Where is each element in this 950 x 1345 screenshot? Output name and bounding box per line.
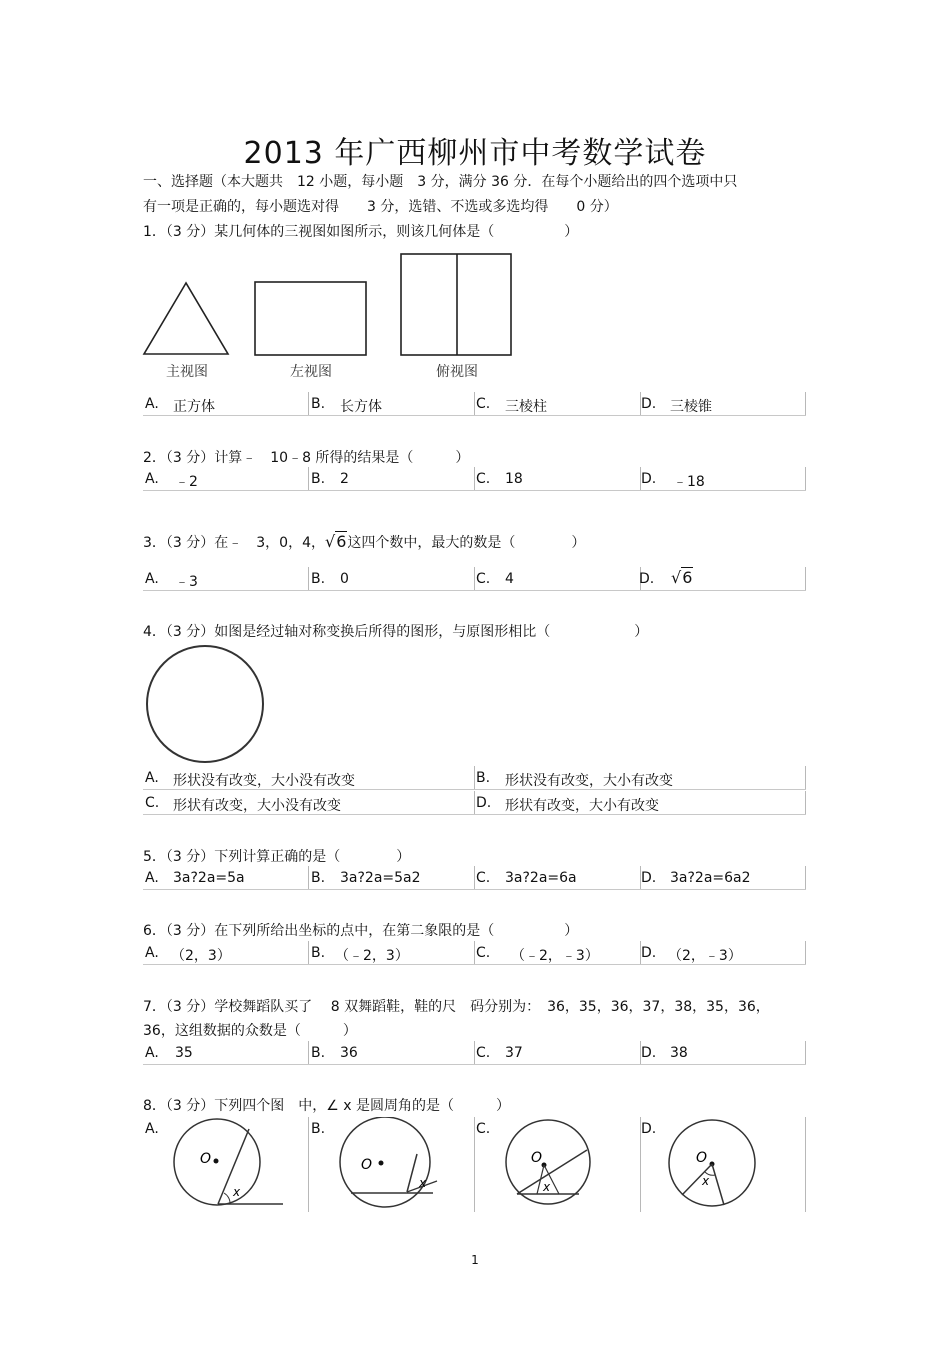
sqrt-symbol: √6 [325, 532, 347, 551]
angle-label-x: x [233, 1185, 241, 1199]
question-6-options [143, 941, 806, 965]
option-label: A. [145, 471, 159, 487]
option-label: B. [311, 1121, 326, 1137]
question-4-options-row2 [143, 791, 806, 815]
option-label: C. [476, 1121, 491, 1137]
side-view-label: 左视图 [290, 364, 332, 380]
question-1-options [143, 392, 806, 416]
option-text: 18 [505, 471, 523, 487]
option-text: 38 [670, 1045, 688, 1061]
figure-d [668, 1117, 788, 1209]
option-b[interactable] [309, 392, 475, 416]
front-view-triangle [144, 283, 228, 354]
option-label: D. [476, 795, 492, 811]
option-text: 形状有改变，大小没有改变 [173, 798, 341, 814]
question-7-stem-line1: 7．（3 分）学校舞蹈队买了 8 双舞蹈鞋，鞋的尺 码分别为： 36，35，36，37，38，35，36， [143, 999, 770, 1015]
question-5-stem: 5．（3 分）下列计算正确的是（ ） [143, 849, 411, 865]
option-c[interactable] [475, 392, 641, 416]
option-text: ﹣3 [175, 574, 198, 590]
option-text: 36 [340, 1045, 358, 1061]
question-2-stem: 2．（3 分）计算﹣ 10﹣8 所得的结果是（ ） [143, 450, 470, 466]
option-text: 3a?2a=6a2 [670, 870, 751, 886]
radicand: 6 [336, 532, 347, 551]
option-text: 37 [505, 1045, 523, 1061]
option-text: 2 [340, 471, 349, 487]
option-label: B. [311, 1045, 326, 1061]
option-label: A. [145, 945, 159, 961]
option-label: D. [641, 1045, 657, 1061]
option-label: C. [476, 1045, 491, 1061]
option-a[interactable] [143, 1041, 309, 1065]
top-view-rectangle [401, 254, 511, 355]
option-label: D. [641, 870, 657, 886]
option-text: 长方体 [340, 399, 382, 415]
angle-label-x: x [543, 1180, 551, 1194]
option-label: B. [311, 870, 326, 886]
figure-b [337, 1117, 457, 1209]
option-text: 3a?2a=6a [505, 870, 577, 886]
option-d[interactable] [641, 392, 806, 416]
question-7-stem-line2: 36，这组数据的众数是（ ） [143, 1023, 357, 1039]
option-text: 3a?2a=5a2 [340, 870, 421, 886]
option-label: D. [641, 945, 657, 961]
question-4-figure [143, 642, 268, 767]
option-a[interactable] [143, 567, 309, 591]
option-label: C. [476, 571, 491, 587]
center-label-o: O [361, 1157, 373, 1173]
page-number: 1 [471, 1253, 479, 1267]
option-label: A. [145, 870, 159, 886]
option-c[interactable] [475, 1041, 641, 1065]
option-label: C. [476, 945, 491, 961]
center-label-o: O [696, 1150, 708, 1166]
side-view-rectangle [255, 282, 366, 355]
front-view-label: 主视图 [166, 364, 208, 380]
option-a[interactable] [143, 467, 309, 491]
question-1-stem: 1．（3 分）某几何体的三视图如图所示，则该几何体是（ ） [143, 224, 579, 240]
option-text: ﹣2 [175, 474, 198, 490]
section-header-line1: 一、选择题（本大题共 12 小题，每小题 3 分，满分 36 分．在每个小题给出的四个选项中只 [143, 174, 738, 190]
option-text: 0 [340, 571, 349, 587]
option-text: 三棱柱 [505, 399, 547, 415]
page-title: 2013 年广西柳州市中考数学试卷 [243, 136, 707, 171]
option-label: D. [641, 396, 657, 412]
option-text: ﹣18 [673, 474, 705, 490]
option-text: （﹣2，3） [335, 948, 409, 964]
option-text: （﹣2，﹣3） [511, 948, 599, 964]
option-label: A. [145, 571, 159, 587]
option-text: （2，﹣3） [668, 948, 742, 964]
question-3-options [143, 567, 806, 591]
option-label: D. [639, 571, 655, 587]
option-label: B. [476, 770, 491, 786]
question-3-stem-post: 这四个数中，最大的数是（ ） [347, 535, 586, 551]
option-text: 35 [175, 1045, 193, 1061]
question-5-options [143, 866, 806, 890]
question-7-options [143, 1041, 806, 1065]
option-b[interactable] [309, 567, 475, 591]
angle-label-x: x [702, 1174, 710, 1188]
circle-shape [147, 646, 263, 762]
option-label: C. [476, 396, 491, 412]
option-c[interactable] [475, 567, 641, 591]
option-text: 形状没有改变，大小没有改变 [173, 773, 355, 789]
option-label: B. [311, 396, 326, 412]
option-label: C. [476, 870, 491, 886]
center-label-o: O [200, 1151, 212, 1167]
figure-c [503, 1117, 623, 1209]
option-label: A. [145, 1121, 159, 1137]
figure-a [170, 1117, 290, 1209]
option-text: （2，3） [171, 948, 231, 964]
angle-label-x: x [419, 1176, 427, 1190]
option-text: 形状有改变，大小有改变 [505, 798, 659, 814]
option-d[interactable] [641, 1041, 806, 1065]
option-label: C. [145, 795, 160, 811]
question-3-stem-pre: 3．（3 分）在﹣ 3，0，4， [143, 535, 325, 551]
option-text: 三棱锥 [670, 399, 712, 415]
option-d[interactable] [641, 567, 806, 591]
option-label: B. [311, 945, 326, 961]
option-c[interactable] [475, 467, 641, 491]
top-view-label: 俯视图 [436, 364, 478, 380]
option-text: 形状没有改变，大小有改变 [505, 773, 673, 789]
option-text: 正方体 [173, 399, 215, 415]
question-2-options [143, 467, 806, 491]
option-label: B. [311, 471, 326, 487]
option-label: A. [145, 1045, 159, 1061]
question-4-options-row1 [143, 766, 806, 790]
question-3-stem [143, 532, 585, 552]
question-4-stem: 4．（3 分）如图是经过轴对称变换后所得的图形，与原图形相比（ ） [143, 624, 649, 640]
center-label-o: O [531, 1150, 543, 1166]
question-6-stem: 6．（3 分）在下列所给出坐标的点中，在第二象限的是（ ） [143, 923, 579, 939]
option-label: D. [641, 1121, 657, 1137]
section-header-line2: 有一项是正确的，每小题选对得 3 分，选错、不选或多选均得 0 分） [143, 199, 618, 215]
option-text: 4 [505, 571, 514, 587]
option-d[interactable] [641, 467, 806, 491]
option-label: D. [641, 471, 657, 487]
option-a[interactable] [143, 392, 309, 416]
option-b[interactable] [309, 1041, 475, 1065]
option-text: 3a?2a=5a [173, 870, 245, 886]
option-label: A. [145, 770, 159, 786]
question-8-stem: 8．（3 分）下列四个图 中，∠ x 是圆周角的是（ ） [143, 1098, 510, 1114]
option-text: √6 [671, 568, 693, 587]
question-1-figure [140, 250, 520, 385]
option-label: A. [145, 396, 159, 412]
option-label: C. [476, 471, 491, 487]
option-b[interactable] [309, 467, 475, 491]
option-label: B. [311, 571, 326, 587]
